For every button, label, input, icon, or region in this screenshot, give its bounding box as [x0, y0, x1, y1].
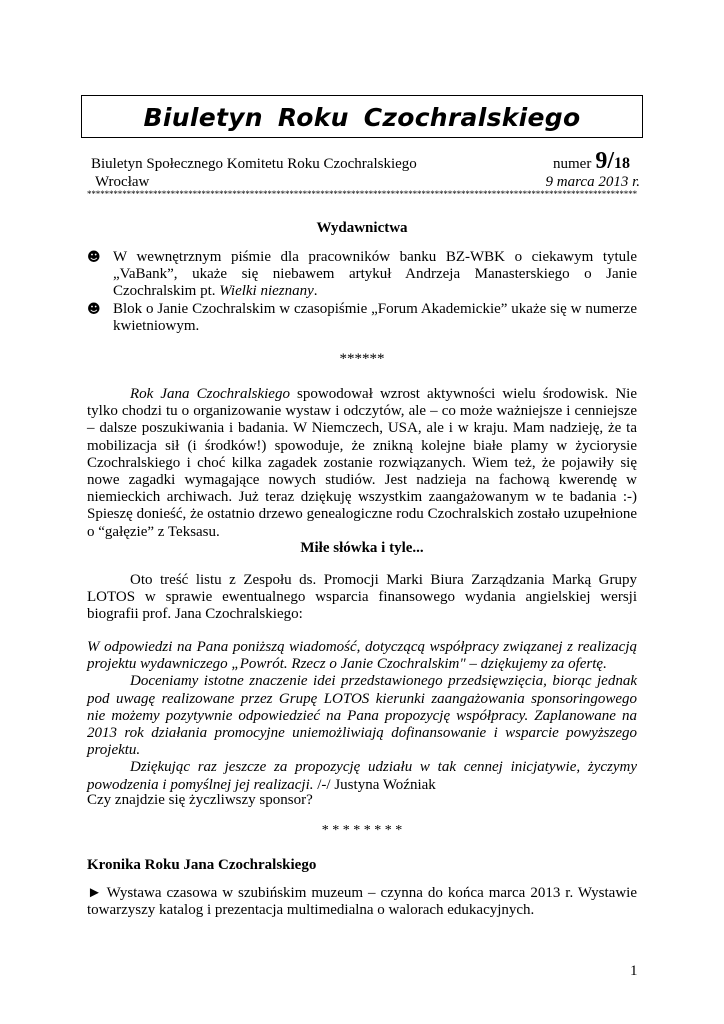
- issue-number: [553, 148, 630, 175]
- separator-spaced-stars: * * * * * * * *: [321, 823, 403, 838]
- arrow-bullet-icon: ►: [87, 885, 102, 901]
- list-item-text: W wewnętrznym piśmie dla pracowników banku BZ-WBK o ciekawym tytule „VaBank”, ukaże się niebawem artykuł Andrzeja Manasterskiego o Janie Czochralskim pt.: [113, 249, 637, 300]
- sponsor-question: Czy znajdzie się życzliwszy sponsor?: [87, 792, 313, 808]
- article-title: Wielki nieznany: [219, 283, 314, 300]
- issue-date: 9 marca 2013 r.: [545, 174, 640, 190]
- issue-number-value: 9/: [595, 148, 614, 174]
- letter-paragraph: Doceniamy istotne znaczenie idei przedstawionego przedsięwzięcia, biorąc jednak pod uwagę realizowane przez Grupę LOTOS kierunki zaangażowania sponsoringowego nie możemy pozytywnie odpowiedzieć na Pana propozycję współpracy. Zaplanowane na 2013 rok działania promocyjne uniemożliwiają dofinansowanie i wsparcie powyższego projektu.: [87, 673, 637, 759]
- header-star-rule: *****************************************************************************************************************************: [87, 190, 638, 198]
- masthead-box: [81, 95, 643, 138]
- chronicle-item-text: Wystawa czasowa w szubińskim muzeum – czynna do końca marca 2013 r. Wystawie towarzyszy katalog i prezentacja multimedialna o walorach edukacyjnych.: [87, 885, 637, 919]
- letter-paragraph: W odpowiedzi na Pana poniższą wiadomość, dotyczącą współpracy związanej z realizacją projektu wydawniczego „Powrót. Rzecz o Janie Czochralskim" – dziękujemy za ofertę.: [87, 639, 637, 673]
- section-heading-mile-slowka: Miłe słówka i tyle...: [300, 540, 424, 556]
- paragraph-body: spowodował wzrost aktywności wielu środowisk. Nie tylko chodzi tu o organizowanie wystaw i odczytów, ale – co może ważniejsze i cenniejsze – dalsze poszukiwania i badania. W Niemczech, USA, ale i w kraju. Mam nadzieję, że ta mobilizacja sił (i środków!) spowoduje, że znikną kolejne białe plamy w życiorysie Czochralskiego i choć kilka zagadek zostanie rozwiązanych. Wiem też, że pojawiły się nowe zagadki wymagające nowych studiów. Jest nadzieja na fachową kwerendę w niemieckich archiwach. Już teraz dziękuję wszystkim zaangażowanym w te badania :-) Spieszę donieść, że ostatnio drzewo genealogiczne rodu Czochralskich zostało uzupełnione o “gałęzie” z Teksasu.: [87, 386, 637, 540]
- section-heading-kronika: Kronika Roku Jana Czochralskiego: [87, 857, 317, 873]
- publications-list: [87, 249, 637, 335]
- paragraph-italic-lead: Rok Jana Czochralskiego: [130, 386, 290, 402]
- list-item: [87, 249, 637, 301]
- smiley-bullet-icon: ☻: [87, 301, 101, 317]
- letter-quote: [87, 639, 637, 794]
- publisher-name: Biuletyn Społecznego Komitetu Roku Czochralskiego: [91, 156, 417, 172]
- letter-signature: /-/ Justyna Woźniak: [313, 776, 436, 793]
- smiley-bullet-icon: ☻: [87, 250, 101, 265]
- letter-closing: Dziękując raz jeszcze za propozycję udziału w tak cennej inicjatywie, życzymy powodzenia i pomyślnej jej realizacji.: [87, 759, 637, 793]
- paragraph-letter-intro: Oto treść listu z Zespołu ds. Promocji Marki Biura Zarządzania Marką Grupy LOTOS w sprawie ewentualnego wsparcia finansowego wydania angielskiej wersji biografii prof. Jana Czochralskiego:: [87, 572, 637, 623]
- letter-paragraph: [87, 759, 637, 793]
- city-name: Wrocław: [95, 174, 150, 190]
- page-number: 1: [630, 963, 638, 979]
- list-item-end: .: [313, 283, 318, 300]
- section-heading-wydawnictwa: Wydawnictwa: [316, 220, 408, 236]
- chronicle-item: [87, 885, 637, 919]
- paragraph-rok: [87, 386, 637, 541]
- issue-number-year: 18: [614, 155, 630, 172]
- list-item-text: Blok o Janie Czochralskim w czasopiśmie „Forum Akademickie” ukaże się w numerze kwietniowym.: [113, 300, 637, 334]
- separator-stars: ******: [339, 351, 385, 367]
- masthead-title: Biuletyn Roku Czochralskiego: [143, 103, 581, 132]
- list-item: [87, 301, 637, 335]
- issue-number-label: numer: [553, 156, 592, 172]
